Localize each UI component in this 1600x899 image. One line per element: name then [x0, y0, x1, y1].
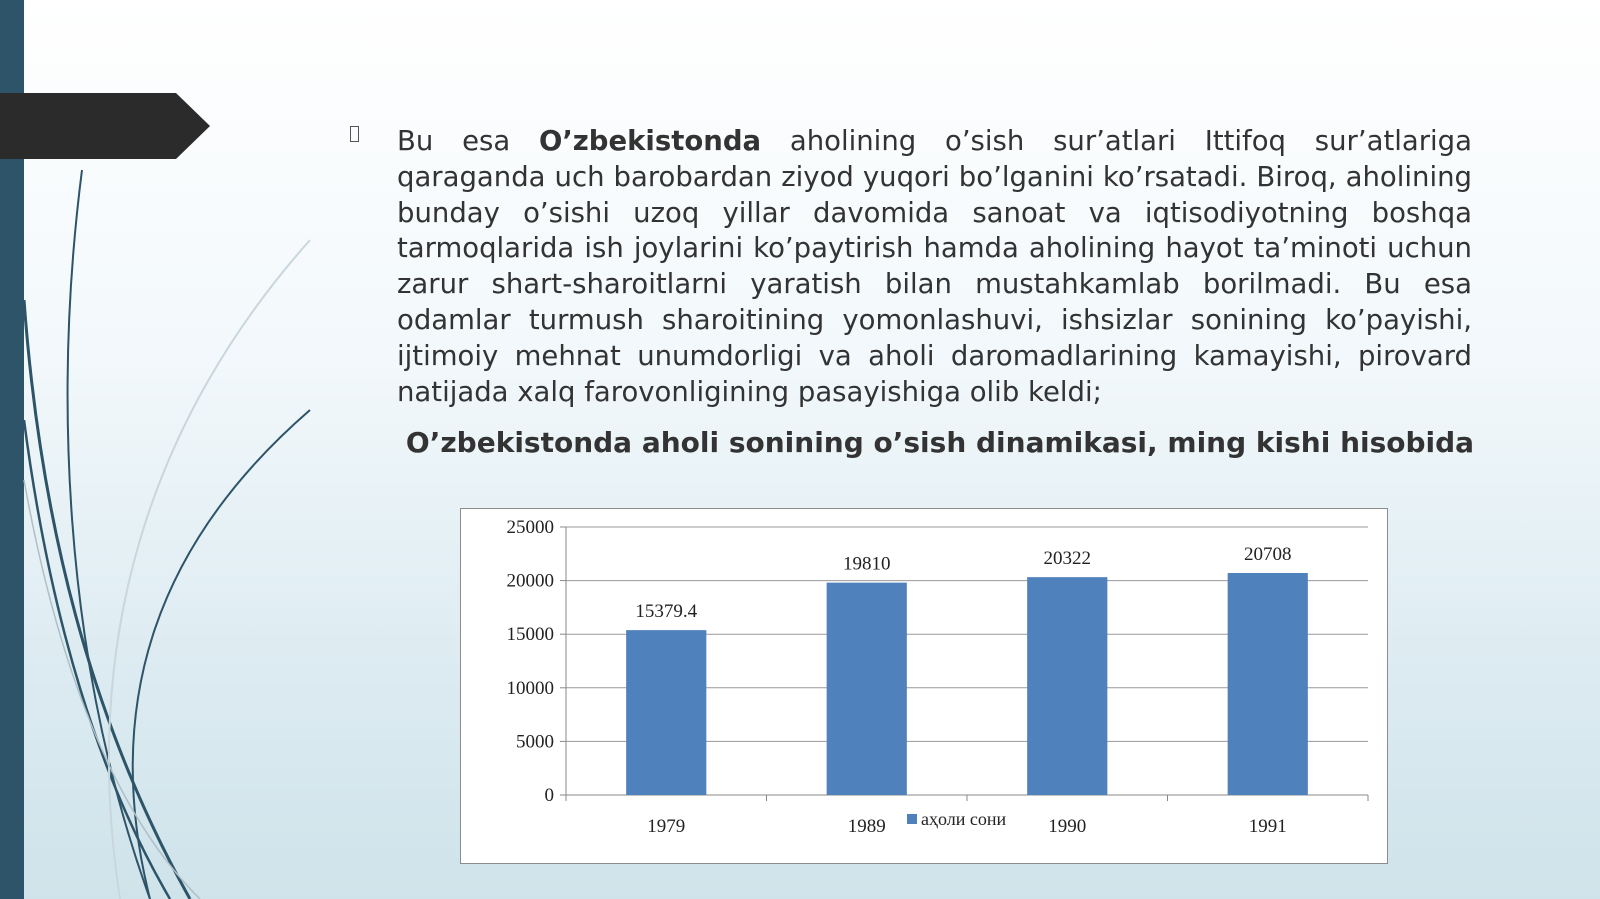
data-label: 20708 — [1244, 544, 1292, 566]
paragraph-text-rest: aholining o’sish sur’atlari Ittifoq sur’atlariga qaraganda uch barobardan ziyod yuqori bo’lganini ko’rsatadi. Biroq, aholining bunday o’sishi uzoq yillar davomida sanoat va iqtisodiyotning boshqa tarmoqlarida ish joylarini ko’paytirish hamda aholining hayot ta’minoti uchun zarur shart-sharoitlarni yaratish bilan mustahkamlab borilmadi. Bu esa odamlar turmush sharoitining yomonlashuvi, ishsizlar sonining ko’payishi, ijtimoiy mehnat unumdorligi va aholi daromadlarining kamayishi, pirovard natijada xalq farovonligining pasayishiga olib keldi; — [397, 125, 1472, 408]
square-bullet-icon — [350, 126, 359, 142]
data-label: 19810 — [843, 553, 891, 575]
data-label: 15379.4 — [635, 601, 698, 623]
x-tick-label: 1991 — [1248, 816, 1287, 837]
bar-chart — [460, 508, 1388, 864]
title-arrow-tab — [0, 93, 210, 159]
y-tick-label: 0 — [544, 785, 554, 806]
y-tick-label: 10000 — [506, 677, 554, 699]
bar-1990 — [1027, 577, 1107, 795]
y-tick-label: 25000 — [506, 517, 554, 538]
data-label: 20322 — [1043, 548, 1091, 570]
chart-canvas — [461, 509, 1389, 865]
x-tick-label: 1989 — [847, 816, 886, 837]
chart-title: O’zbekistonda aholi sonining o’sish dinamikasi, ming kishi hisobida — [405, 426, 1475, 459]
y-tick-label: 5000 — [516, 731, 554, 753]
x-tick-label: 1979 — [647, 816, 686, 837]
x-tick-label: 1990 — [1048, 816, 1087, 837]
bar-1989 — [827, 583, 907, 795]
body-paragraph — [397, 124, 1472, 410]
y-tick-label: 20000 — [506, 570, 554, 592]
legend-swatch — [907, 814, 917, 824]
paragraph-bold-country: O’zbekistonda — [538, 125, 762, 157]
bar-1991 — [1228, 573, 1308, 795]
legend-label: аҳоли сони — [921, 809, 1007, 829]
y-tick-label: 15000 — [506, 624, 554, 646]
bar-1979 — [626, 630, 706, 795]
paragraph-text-start: Bu esa — [397, 125, 539, 157]
